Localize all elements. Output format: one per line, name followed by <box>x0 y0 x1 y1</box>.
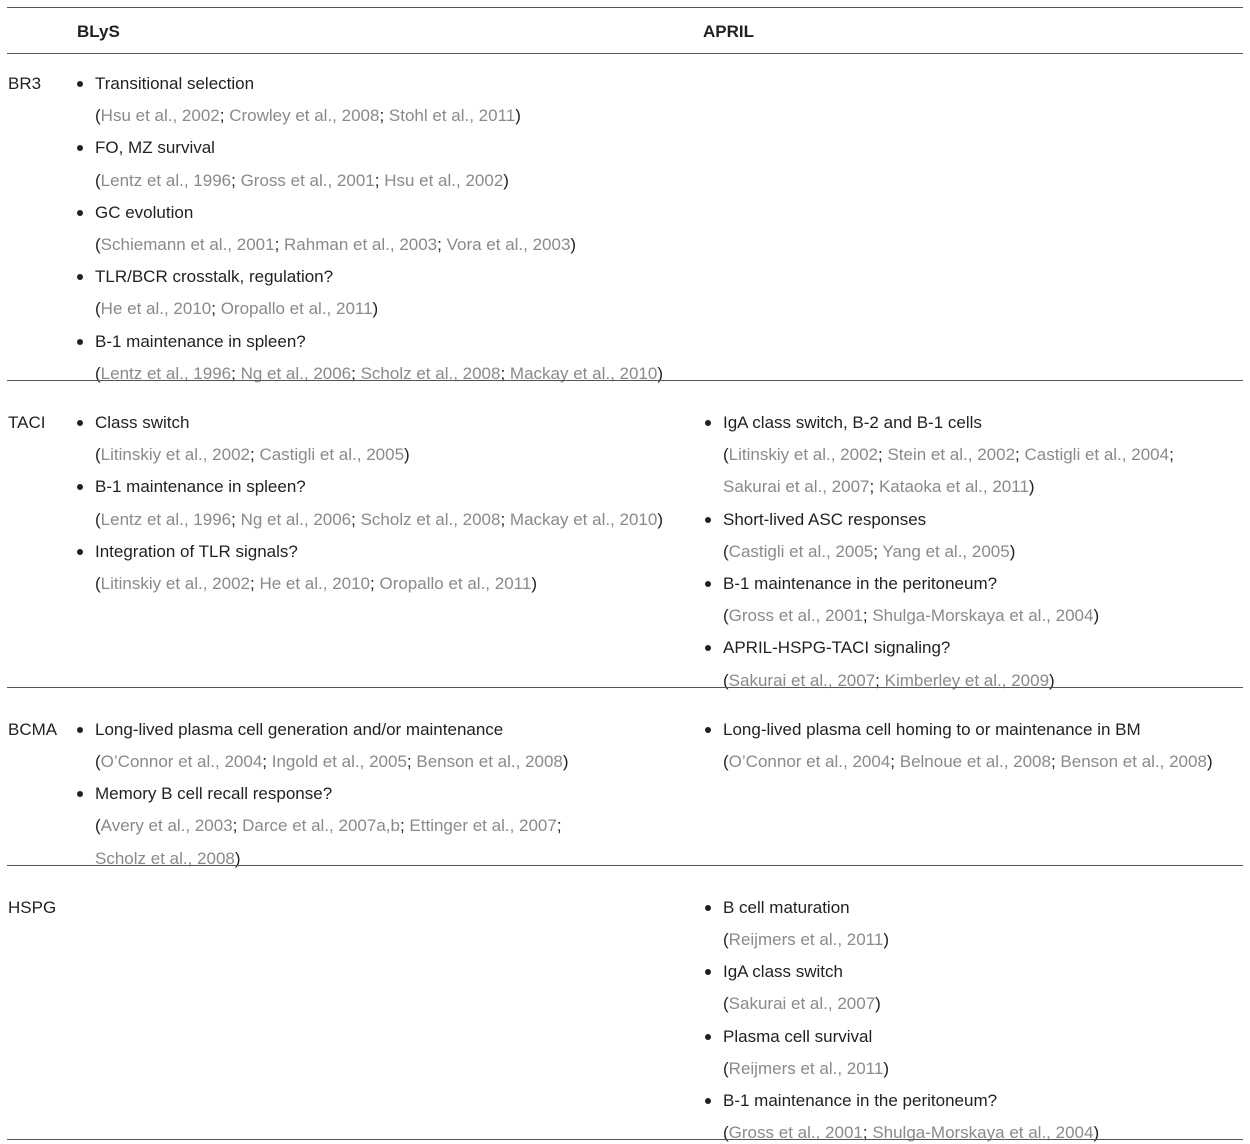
function-item: FO, MZ survival <box>95 138 215 158</box>
citation-link[interactable]: Scholz et al., 2008 <box>360 363 501 383</box>
function-item: B-1 maintenance in spleen? <box>95 331 306 351</box>
reference-line: (Schiemann et al., 2001; Rahman et al., 2003; Vora et al., 2003) <box>95 235 577 254</box>
citation-link[interactable]: Sakurai et al., 2007 <box>728 994 876 1014</box>
reference-line: (Avery et al., 2003; Darce et al., 2007a,b; Ettinger et al., 2007; <box>95 816 562 836</box>
citation-link[interactable]: Mackay et al., 2010 <box>509 509 658 529</box>
bullet-icon <box>77 210 83 216</box>
citation-link[interactable]: Benson et al., 2008 <box>416 752 563 771</box>
bullet-icon <box>705 645 711 651</box>
citation-link[interactable]: O’Connor et al., 2004 <box>100 752 263 771</box>
reference-line: (Castigli et al., 2005; Yang et al., 2005) <box>723 541 1016 561</box>
citation-link[interactable]: Ingold et al., 2005 <box>271 752 407 771</box>
table-top-rule <box>7 7 1243 8</box>
row-label-hspg: HSPG <box>8 897 57 917</box>
row-rule <box>7 1139 1243 1140</box>
function-item: GC evolution <box>95 202 194 222</box>
citation-link[interactable]: Reijmers et al., 2011 <box>728 1058 884 1078</box>
citation-link[interactable]: Reijmers et al., 2011 <box>728 930 884 949</box>
function-item: B-1 maintenance in spleen? <box>95 477 306 497</box>
bullet-icon <box>705 969 711 975</box>
function-item: Long-lived plasma cell homing to or maintenance in BM <box>723 719 1141 739</box>
citation-link[interactable]: Hsu et al., 2002 <box>100 106 220 126</box>
citation-link[interactable]: Darce et al., 2007a,b <box>242 816 400 836</box>
reference-line: (He et al., 2010; Oropallo et al., 2011) <box>95 299 379 319</box>
citation-link[interactable]: Castigli et al., 2005 <box>728 541 874 561</box>
citation-link[interactable]: O’Connor et al., 2004 <box>728 752 891 771</box>
row-label-bcma: BCMA <box>8 719 58 739</box>
citation-link[interactable]: Litinskiy et al., 2002 <box>728 445 878 465</box>
citation-link[interactable]: Sakurai et al., 2007 <box>728 670 876 690</box>
column-header-april: APRIL <box>703 22 754 41</box>
bullet-icon <box>705 1098 711 1104</box>
citation-link[interactable]: Stohl et al., 2011 <box>388 106 516 126</box>
citation-link[interactable]: Castigli et al., 2005 <box>259 445 405 465</box>
citation-link[interactable]: Scholz et al., 2008 <box>360 509 501 529</box>
row-rule <box>7 380 1243 381</box>
citation-link[interactable]: Avery et al., 2003 <box>100 816 233 836</box>
citation-link[interactable]: Gross et al., 2001 <box>240 170 375 190</box>
reference-line: (Sakurai et al., 2007) <box>723 994 881 1014</box>
function-item: Class switch <box>95 413 190 432</box>
function-item: B-1 maintenance in the peritoneum? <box>723 1091 998 1110</box>
reference-line: (Litinskiy et al., 2002; Castigli et al., 2005) <box>95 445 410 465</box>
bullet-icon <box>705 727 711 733</box>
function-item: TLR/BCR crosstalk, regulation? <box>95 267 334 287</box>
citation-link[interactable]: Shulga-Morskaya et al., 2004 <box>872 606 1094 626</box>
citation-link[interactable]: Mackay et al., 2010 <box>509 363 658 383</box>
citation-link[interactable]: Gross et al., 2001 <box>728 1123 863 1143</box>
citation-link[interactable]: Crowley et al., 2008 <box>229 106 380 126</box>
citation-link[interactable]: Lentz et al., 1996 <box>100 170 232 190</box>
reference-line: Sakurai et al., 2007; Kataoka et al., 2011) <box>723 477 1035 497</box>
function-item: IgA class switch <box>723 962 843 982</box>
citation-link[interactable]: Oropallo et al., 2011 <box>220 299 373 319</box>
bullet-icon <box>705 905 711 911</box>
bullet-icon <box>77 549 83 555</box>
row-label-taci: TACI <box>8 413 46 432</box>
bullet-icon <box>77 484 83 490</box>
reference-line: (Gross et al., 2001; Shulga-Morskaya et al., 2004) <box>723 606 1100 626</box>
bullet-icon <box>77 339 83 345</box>
reference-line: (Litinskiy et al., 2002; He et al., 2010; Oropallo et al., 2011) <box>95 574 537 593</box>
citation-link[interactable]: He et al., 2010 <box>100 299 212 319</box>
bullet-icon <box>77 420 83 426</box>
citation-link[interactable]: Lentz et al., 1996 <box>100 509 232 529</box>
citation-link[interactable]: Litinskiy et al., 2002 <box>100 445 250 465</box>
citation-link[interactable]: Ng et al., 2006 <box>240 363 352 383</box>
citation-link[interactable]: Ettinger et al., 2007 <box>409 816 557 836</box>
reference-line: (Gross et al., 2001; Shulga-Morskaya et al., 2004) <box>723 1123 1100 1143</box>
reference-line: (Litinskiy et al., 2002; Stein et al., 2002; Castigli et al., 2004; <box>723 445 1174 465</box>
reference-line: Scholz et al., 2008) <box>95 848 241 868</box>
bullet-icon <box>705 1034 711 1040</box>
reference-line: (Lentz et al., 1996; Ng et al., 2006; Scholz et al., 2008; Mackay et al., 2010) <box>95 363 664 383</box>
citation-link[interactable]: Belnoue et al., 2008 <box>899 752 1051 771</box>
function-item: IgA class switch, B-2 and B-1 cells <box>723 413 982 432</box>
function-item: Integration of TLR signals? <box>95 541 298 561</box>
reference-line: (O’Connor et al., 2004; Ingold et al., 2005; Benson et al., 2008) <box>95 752 569 771</box>
reference-line: (Reijmers et al., 2011) <box>723 1058 889 1078</box>
citation-link[interactable]: Gross et al., 2001 <box>728 606 863 626</box>
reference-line: (Lentz et al., 1996; Gross et al., 2001; Hsu et al., 2002) <box>95 170 509 190</box>
row-rule <box>7 865 1243 866</box>
bullet-icon <box>77 274 83 280</box>
citation-link[interactable]: Litinskiy et al., 2002 <box>100 574 250 593</box>
bullet-icon <box>77 145 83 151</box>
citation-link[interactable]: He et al., 2010 <box>259 574 371 593</box>
row-label-br3: BR3 <box>8 74 42 93</box>
citation-link[interactable]: Kimberley et al., 2009 <box>884 670 1050 690</box>
citation-link[interactable]: Vora et al., 2003 <box>446 235 571 254</box>
function-item: APRIL-HSPG-TACI signaling? <box>723 638 951 658</box>
citation-link[interactable]: Schiemann et al., 2001 <box>100 235 275 254</box>
citation-link[interactable]: Rahman et al., 2003 <box>284 235 438 254</box>
reference-line: (O’Connor et al., 2004; Belnoue et al., 2008; Benson et al., 2008) <box>723 752 1213 771</box>
function-item: Short-lived ASC responses <box>723 509 927 529</box>
citation-link[interactable]: Shulga-Morskaya et al., 2004 <box>872 1123 1094 1143</box>
function-item: B cell maturation <box>723 897 850 917</box>
bullet-icon <box>77 727 83 733</box>
function-item: Transitional selection <box>95 74 255 93</box>
bullet-icon <box>705 517 711 523</box>
reference-line: (Lentz et al., 1996; Ng et al., 2006; Scholz et al., 2008; Mackay et al., 2010) <box>95 509 664 529</box>
reference-line: (Reijmers et al., 2011) <box>723 930 889 949</box>
function-item: Long-lived plasma cell generation and/or maintenance <box>95 719 504 739</box>
citation-link[interactable]: Kataoka et al., 2011 <box>878 477 1029 497</box>
citation-link[interactable]: Hsu et al., 2002 <box>384 170 504 190</box>
bullet-icon <box>705 420 711 426</box>
citation-link[interactable]: Scholz et al., 2008 <box>95 848 235 868</box>
column-header-blys: BLyS <box>77 22 120 41</box>
function-item: Plasma cell survival <box>723 1026 873 1046</box>
citation-link[interactable]: Castigli et al., 2004 <box>1024 445 1170 465</box>
citation-link[interactable]: Lentz et al., 1996 <box>100 363 232 383</box>
function-item: Memory B cell recall response? <box>95 784 333 804</box>
bullet-icon <box>705 581 711 587</box>
citation-link[interactable]: Oropallo et al., 2011 <box>379 574 532 593</box>
citation-link[interactable]: Stein et al., 2002 <box>887 445 1016 465</box>
function-item: B-1 maintenance in the peritoneum? <box>723 574 998 593</box>
reference-line: (Hsu et al., 2002; Crowley et al., 2008; Stohl et al., 2011) <box>95 106 521 126</box>
citation-link[interactable]: Ng et al., 2006 <box>240 509 352 529</box>
citation-link[interactable]: Benson et al., 2008 <box>1060 752 1207 771</box>
row-rule <box>7 687 1243 688</box>
citation-link[interactable]: Sakurai et al., 2007 <box>723 477 870 497</box>
header-rule <box>7 53 1243 54</box>
bullet-icon <box>77 791 83 797</box>
reference-line: (Sakurai et al., 2007; Kimberley et al., 2009) <box>723 670 1055 690</box>
citation-link[interactable]: Yang et al., 2005 <box>882 541 1010 561</box>
bullet-icon <box>77 81 83 87</box>
